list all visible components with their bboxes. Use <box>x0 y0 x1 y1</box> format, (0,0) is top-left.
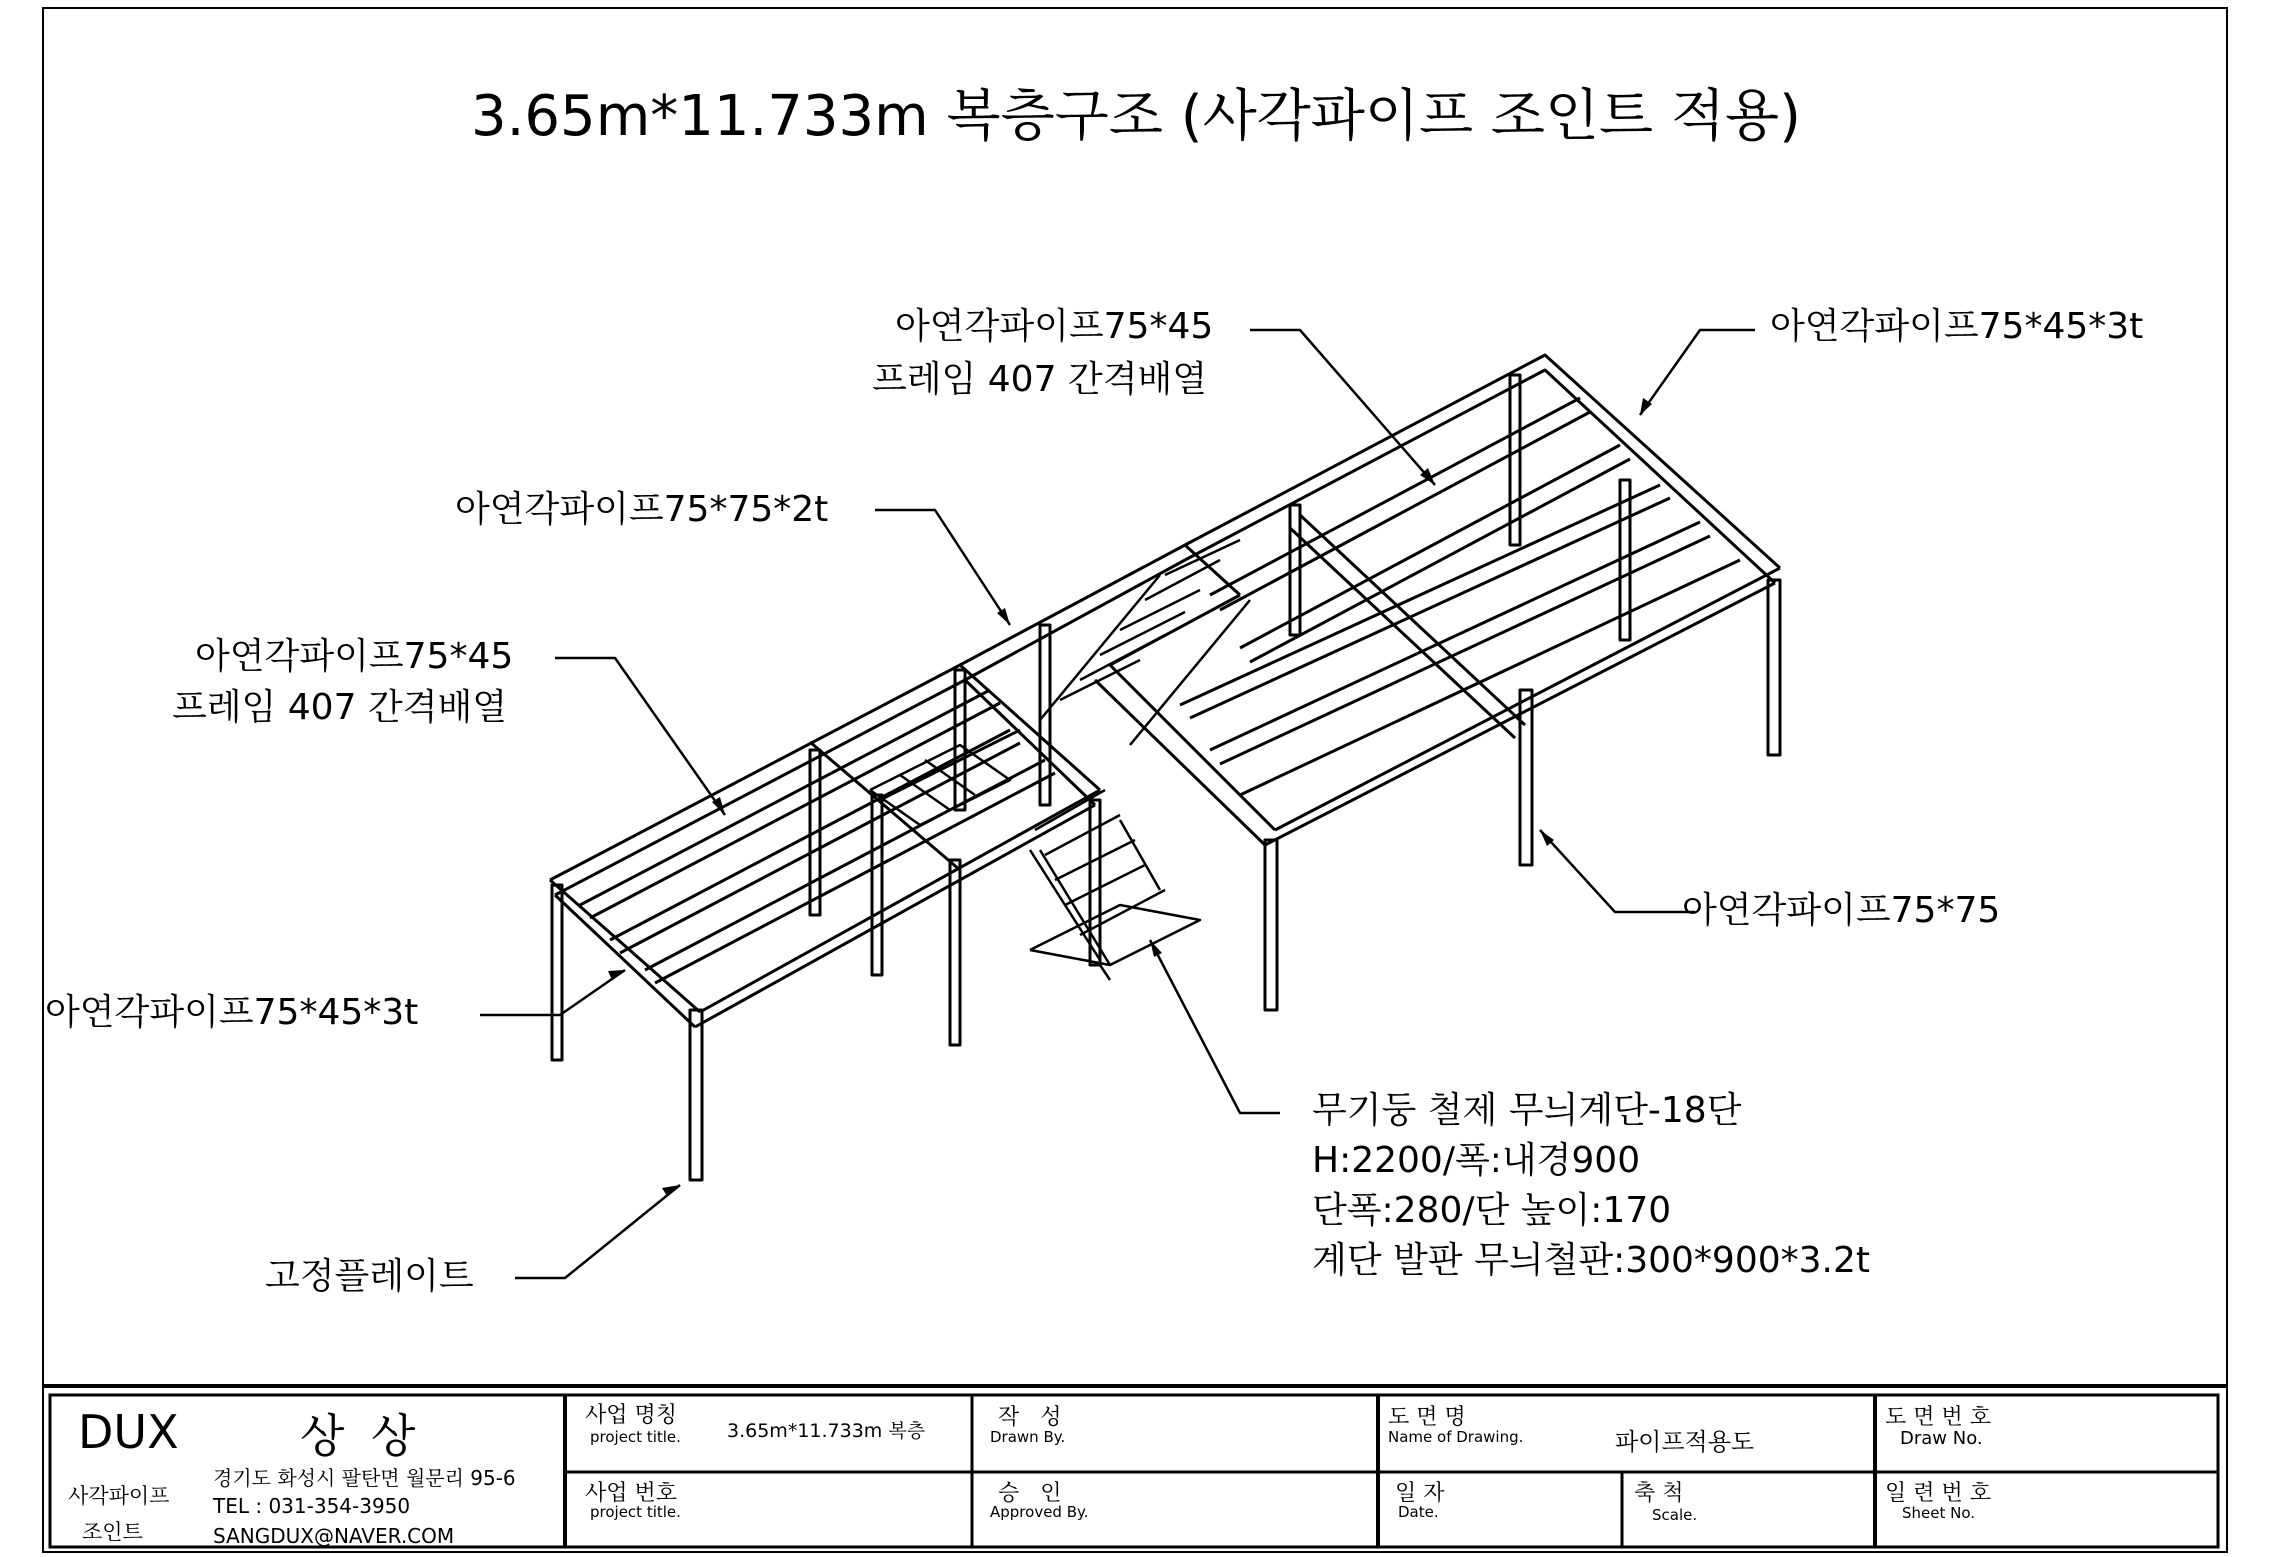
drawing-name-label: 도 면 명 <box>1388 1405 1466 1430</box>
callout-base-plate: 고정플레이트 <box>265 1256 474 1297</box>
drawing-title: 3.65m*11.733m 복층구조 (사각파이프 조인트 적용) <box>471 84 1801 149</box>
approved-by-label-en: Approved By. <box>990 1503 1089 1521</box>
sheet-no-label: 일 련 번 호 <box>1885 1481 1991 1506</box>
draw-no-label: 도 면 번 호 <box>1885 1405 1991 1430</box>
sheet-border <box>43 8 2227 1552</box>
project-name-label-en: project title. <box>590 1428 681 1446</box>
date-label: 일 자 <box>1395 1481 1445 1506</box>
company-address: 경기도 화성시 팔탄면 월문리 95-6 <box>213 1466 516 1490</box>
company-logo: DUX <box>78 1405 179 1459</box>
callout-top-center-line1: 아연각파이프75*45 <box>895 306 1214 347</box>
callout-stair-spec <box>1312 1086 1870 1286</box>
scale-label-en: Scale. <box>1652 1506 1698 1524</box>
stair-spec-line2: H:2200/폭:내경900 <box>1312 1140 1641 1181</box>
stair-spec-line4: 계단 발판 무늬철판:300*900*3.2t <box>1312 1240 1871 1281</box>
callout-top-center <box>895 302 1213 352</box>
draw-no-label-en: Draw No. <box>1900 1428 1983 1449</box>
company-tel: TEL : 031-354-3950 <box>213 1494 411 1518</box>
company-sub-1: 사각파이프 <box>68 1484 170 1508</box>
project-name-label: 사업 명칭 <box>585 1403 678 1428</box>
callout-right-post: 아연각파이프75*75 <box>1682 890 2001 931</box>
callout-left-1: 아연각파이프75*45 <box>195 636 514 677</box>
callout-bottom-left: 아연각파이프75*45*3t <box>45 992 419 1033</box>
drawing-name-label-en: Name of Drawing. <box>1388 1428 1524 1446</box>
callout-mid-left: 아연각파이프75*75*2t <box>455 489 829 530</box>
scale-label: 축 척 <box>1634 1481 1684 1506</box>
project-name-value: 3.65m*11.733m 복층 <box>727 1420 926 1442</box>
project-no-label: 사업 번호 <box>585 1481 678 1506</box>
project-no-label-en: project title. <box>590 1503 681 1521</box>
approved-by-label: 승 인 <box>998 1481 1062 1506</box>
stairs <box>870 540 1250 980</box>
date-label-en: Date. <box>1398 1503 1439 1521</box>
drawn-by-label: 작 성 <box>998 1405 1062 1430</box>
company-sub-2: 조인트 <box>82 1520 143 1544</box>
stair-spec-line1: 무기둥 철제 무늬계단-18단 <box>1312 1090 1742 1131</box>
stair-spec-line3: 단폭:280/단 높이:170 <box>1312 1190 1672 1231</box>
drawn-by-label-en: Drawn By. <box>990 1428 1066 1446</box>
callout-left-2: 프레임 407 간격배열 <box>172 687 508 728</box>
drawing-name-value: 파이프적용도 <box>1615 1428 1755 1456</box>
callout-top-right: 아연각파이프75*45*3t <box>1770 306 2144 347</box>
callout-top-center-2 <box>872 355 1207 405</box>
sheet-no-label-en: Sheet No. <box>1902 1504 1976 1522</box>
company-email: SANGDUX@NAVER.COM <box>213 1524 455 1548</box>
company-name-ko: 상 상 <box>300 1409 422 1463</box>
callout-top-center-line2: 프레임 407 간격배열 <box>872 359 1208 400</box>
